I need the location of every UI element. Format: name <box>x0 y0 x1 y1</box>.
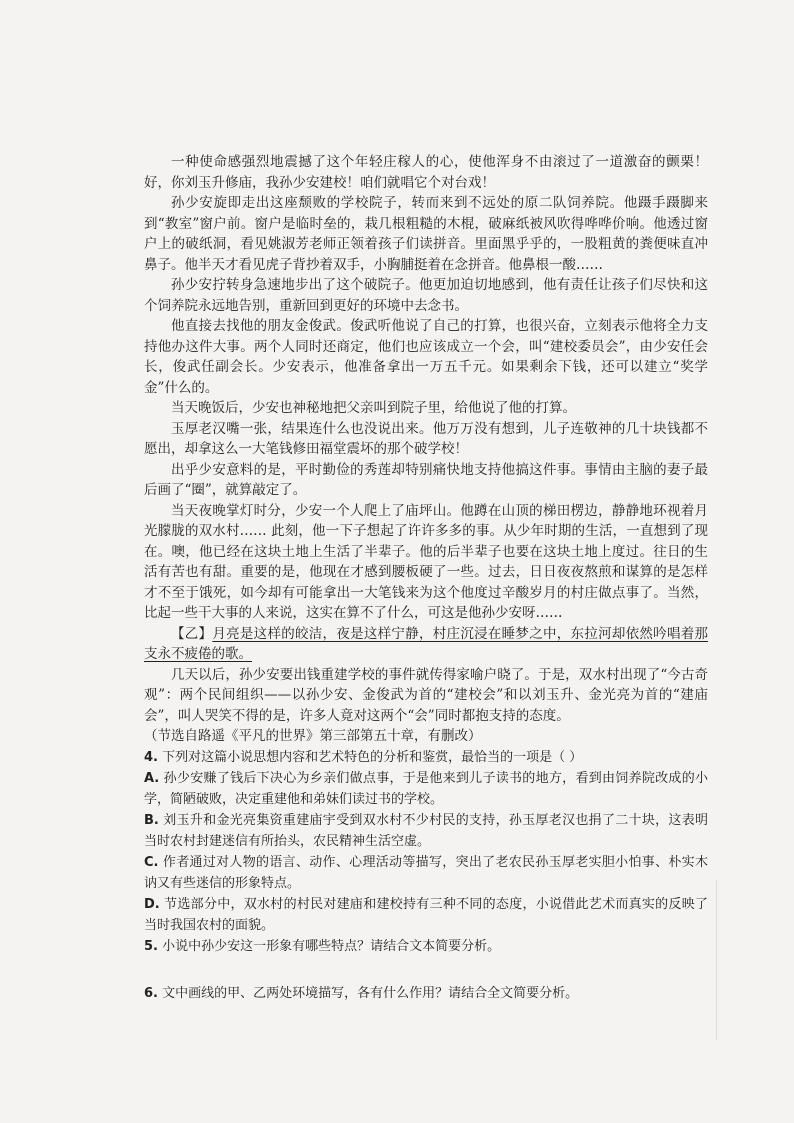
question-6-number: 6. <box>144 985 158 1001</box>
option-c-text: 作者通过对人物的语言、动作、心理活动等描写，突出了老农民孙玉厚老实胆小怕事、朴实木讷又有些迷信的形象特点。 <box>144 854 708 891</box>
question-5-number: 5. <box>144 938 158 954</box>
option-d-text: 节选部分中，双水村的村民对建庙和建校持有三种不同的态度，小说借此艺术而真实的反映了当时我国农村的面貌。 <box>144 896 708 933</box>
question-6 <box>144 983 708 1004</box>
answer-space-5 <box>144 957 708 983</box>
option-b-letter: B. <box>144 812 159 828</box>
option-b <box>144 810 708 852</box>
passage-paragraph-10: 几天以后，孙少安要出钱重建学校的事件就传得家喻户晓了。于是，双水村出现了“今古奇观”：两个民间组织——以孙少安、金俊武为首的“建校会”和以刘玉升、金光亮为首的“建庙会”，叫人哭笑不得的是，许多人竟对这两个“会”同时都抱支持的态度。 <box>144 666 708 724</box>
question-6-text: 文中画线的甲、乙两处环境描写，各有什么作用？请结合全文简要分析。 <box>162 985 579 1001</box>
option-d <box>144 894 708 936</box>
passage-paragraph-1: 一种使命感强烈地震撼了这个年轻庄稼人的心，使他浑身不由滚过了一道激奋的颤栗！好，你刘玉升修庙，我孙少安建校！咱们就唱它个对台戏！ <box>144 154 708 191</box>
option-c <box>144 852 708 894</box>
option-a-letter: A. <box>144 770 160 786</box>
option-b-text: 刘玉升和金光亮集资重建庙宇受到双水村不少村民的支持，孙玉厚老汉也捐了二十块，这表明当时农村封建迷信有所抬头，农民精神生活空虚。 <box>144 812 708 849</box>
passage-paragraph-6: 玉厚老汉嘴一张，结果连什么也没说出来。他万万没有想到，儿子连敬神的几十块钱都不愿出，却拿这么一大笔钱修田福堂震坏的那个破学校！ <box>144 420 708 457</box>
question-4-text: 下列对这篇小说思想内容和艺术特色的分析和鉴赏，最恰当的一项是（ ） <box>162 749 583 765</box>
option-d-letter: D. <box>144 896 160 912</box>
option-a <box>144 768 708 810</box>
passage-paragraph-5: 当天晚饭后，少安也神秘地把父亲叫到院子里，给他说了他的打算。 <box>171 400 576 416</box>
passage-paragraph-2: 孙少安旋即走出这座颓败的学校院子，转而来到不远处的原二队饲养院。他蹑手蹑脚来到“教室”窗户前。窗户是临时垒的，栽几根粗糙的木棍，破麻纸被风吹得哗哗价响。他透过窗户上的破纸洞，看见姚淑芳老师正领着孩子们读拼音。里面黑乎乎的，一股粗黄的粪便味直冲鼻子。他半天才看见虎子背抄着双手，小胸脯挺着在念拼音。他鼻根一酸…… <box>144 195 708 273</box>
underlined-environment-description: 月亮是这样的皎洁，夜是这样宁静，村庄沉浸在睡梦之中，东拉河却依然吟唱着那支永不疲倦的歌。 <box>144 625 709 662</box>
question-5-text: 小说中孙少安这一形象有哪些特点？请结合文本简要分析。 <box>162 938 501 954</box>
passage-paragraph-4: 他直接去找他的朋友金俊武。俊武听他说了自己的打算，也很兴奋，立刻表示他将全力支持他办这件大事。两个人同时还商定，他们也应该成立一个会，叫“建校委员会”，由少安任会长，俊武任副会长。少安表示，他准备拿出一万五千元。如果剩余下钱，还可以建立“奖学金”什么的。 <box>144 318 708 396</box>
passage-paragraph-7: 出乎少安意料的是，平时勤俭的秀莲却特别痛快地支持他搞这件事。事情由主脑的妻子最后画了“圈”，就算敲定了。 <box>144 461 708 498</box>
question-5 <box>144 936 708 957</box>
option-a-text: 孙少安赚了钱后下决心为乡亲们做点事，于是他来到儿子读书的地方，看到由饲养院改成的小学，简陋破败，决定重建他和弟妹们读过书的学校。 <box>144 770 708 807</box>
option-c-letter: C. <box>144 854 159 870</box>
passage-source: （节选自路遥《平凡的世界》第三部第五十章，有删改） <box>144 728 482 744</box>
passage-paragraph-8: 当天夜晚掌灯时分，少安一个人爬上了庙坪山。他蹲在山顶的梯田楞边，静静地环视着月光朦胧的双水村…… 此刻，他一下子想起了许许多多的事。从少年时期的生活，一直想到了现在。噢，他已经在这块土地上生活了半辈子。他的后半辈子也要在这块土地上度过。往日的生活有苦也有甜。重要的是，他现在才感到腰板硬了一些。过去，日日夜夜熬煎和谋算的是怎样才不至于饿死，如今却有可能拿出一大笔钱来为这个他度过辛酸岁月的村庄做点事了。当然，比起一些干大事的人来说，这实在算不了什么，可这是他孙少安呀…… <box>144 502 708 621</box>
question-4 <box>144 747 708 768</box>
passage-paragraph-3: 孙少安拧转身急速地步出了这个破院子。他更加迫切地感到，他有责任让孩子们尽快和这个饲养院永远地告别，重新回到更好的环境中去念书。 <box>144 277 708 314</box>
marker-yi: 【乙】 <box>171 625 213 642</box>
passage-paragraph-9 <box>144 624 708 665</box>
scan-edge-line <box>716 880 717 1040</box>
question-4-number: 4. <box>144 749 158 765</box>
